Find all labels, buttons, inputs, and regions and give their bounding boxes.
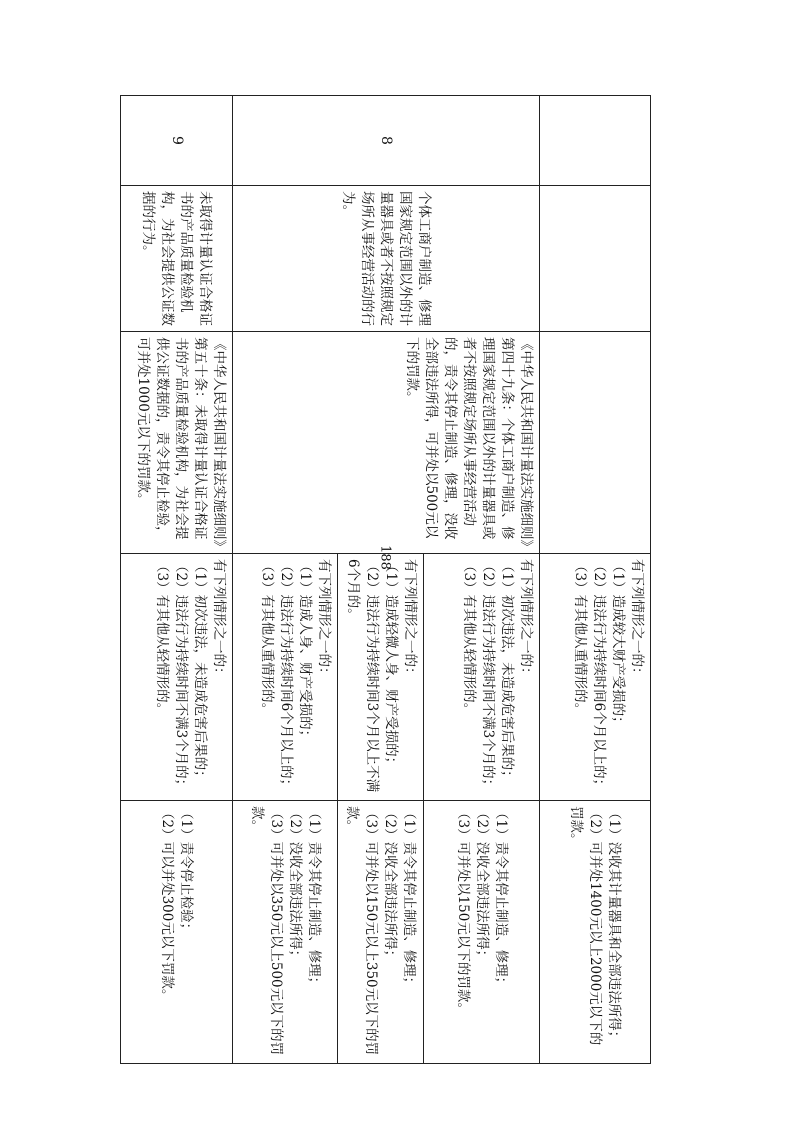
penalty-line: （1）责令其停止制造、修理； bbox=[306, 806, 322, 991]
penalty-cell bbox=[121, 801, 233, 1064]
condition-line: （1）初次违法，未造成危害后果的； bbox=[192, 559, 208, 784]
condition-line: （1）初次违法，未造成危害后果的； bbox=[499, 559, 515, 784]
penalty-cell bbox=[540, 801, 651, 1064]
penalty-cell bbox=[233, 801, 338, 1064]
legal-basis bbox=[540, 332, 651, 554]
penalty-line: （3）可并处以150元以下的罚款。 bbox=[455, 806, 471, 1016]
condition-line: （2）违法行为持续时间3个月以上不满6个月的。 bbox=[345, 559, 380, 793]
condition-line: 有下列情形之一的： bbox=[629, 559, 645, 681]
condition-line: （3）有其他从轻情形的。 bbox=[461, 559, 477, 717]
condition-line: （1）造成较大财产受损的； bbox=[610, 559, 626, 730]
penalty-line: （2）可并处1400元以上2000元以下的罚款。 bbox=[568, 806, 604, 1046]
condition-line: （3）有其他从重情形的。 bbox=[572, 559, 588, 717]
condition-line: （1）造成轻微人身、财产受损的； bbox=[383, 559, 399, 771]
penalty-line: （1）责令其停止制造、修理； bbox=[493, 806, 509, 991]
legal-basis: 《中华人民共和国计量法实施细则》第四十九条：个体工商户制造、修理国家规定范围以外的计量器具或者不按照规定场所从事经营活动的，责令其停止制造、修理，没收全部违法所得，可并处以500元以下的罚款。 bbox=[233, 332, 540, 554]
penalty-line: （2）没收全部违法所得； bbox=[382, 806, 399, 964]
legal-basis: 《中华人民共和国计量法实施细则》第五十条：未取得计量认证合格证书的产品质量检验机构，为社会提供公证数据的，责令其停止检验，可并处1000元以下的罚款。 bbox=[121, 332, 233, 554]
penalty-line: （3）可并处以150元以上350元以下的罚款。 bbox=[344, 806, 380, 1056]
penalty-line: （1）没收其计量器具和全部违法所得； bbox=[606, 806, 623, 1045]
condition-line: （2）违法行为持续时间6个月以上的； bbox=[591, 559, 607, 793]
row-number: 9 bbox=[121, 96, 233, 186]
condition-line: （1）造成人身、财产受损的； bbox=[297, 559, 313, 744]
row-number bbox=[540, 96, 651, 186]
condition-line: （3）有其他从轻情形的。 bbox=[154, 559, 170, 717]
violation-name bbox=[540, 186, 651, 332]
condition-line: （2）违法行为持续时间不满3个月的； bbox=[173, 559, 189, 793]
penalty-cell bbox=[424, 801, 540, 1064]
page-number: 188 bbox=[377, 545, 393, 570]
condition-cell bbox=[338, 554, 424, 801]
condition-cell bbox=[540, 554, 651, 801]
penalty-line: （2）没收全部违法所得； bbox=[287, 806, 303, 964]
condition-line: （3）有其他从重情形的。 bbox=[259, 559, 275, 717]
table-row bbox=[540, 96, 651, 1064]
condition-cell bbox=[233, 554, 338, 801]
violation-name: 未取得计量认证合格证书的产品质量检验机构，为社会提供公证数据的行为。 bbox=[121, 186, 233, 332]
condition-line: （2）违法行为持续时间不满3个月的； bbox=[480, 559, 496, 793]
condition-line: 有下列情形之一的： bbox=[316, 559, 332, 681]
table-row bbox=[424, 96, 540, 1064]
penalty-table bbox=[120, 95, 651, 1064]
condition-line: 有下列情形之一的： bbox=[402, 559, 418, 681]
table-row bbox=[121, 96, 233, 1064]
penalty-line: （2）没收全部违法所得； bbox=[474, 806, 490, 964]
condition-line: 有下列情形之一的： bbox=[518, 559, 534, 681]
violation-name: 个体工商户制造、修理国家规定范围以外的计量器具或者不按照规定场所从事经营活动的行为。 bbox=[233, 186, 540, 332]
condition-line: （2）违法行为持续时间6个月以上的； bbox=[278, 559, 294, 793]
row-number: 8 bbox=[233, 96, 540, 186]
penalty-line: （3）可并处以350元以上500元以下的罚款。 bbox=[249, 806, 284, 1056]
penalty-cell bbox=[338, 801, 424, 1064]
condition-cell bbox=[424, 554, 540, 801]
condition-line: 有下列情形之一的： bbox=[211, 559, 227, 681]
penalty-line: （1）责令停止检验； bbox=[178, 806, 195, 937]
rotated-table-wrapper bbox=[121, 95, 651, 1063]
penalty-line: （1）责令其停止制造、修理； bbox=[401, 806, 418, 991]
penalty-line: （2）可以并处300元以下罚款。 bbox=[159, 806, 176, 1003]
condition-cell bbox=[121, 554, 233, 801]
